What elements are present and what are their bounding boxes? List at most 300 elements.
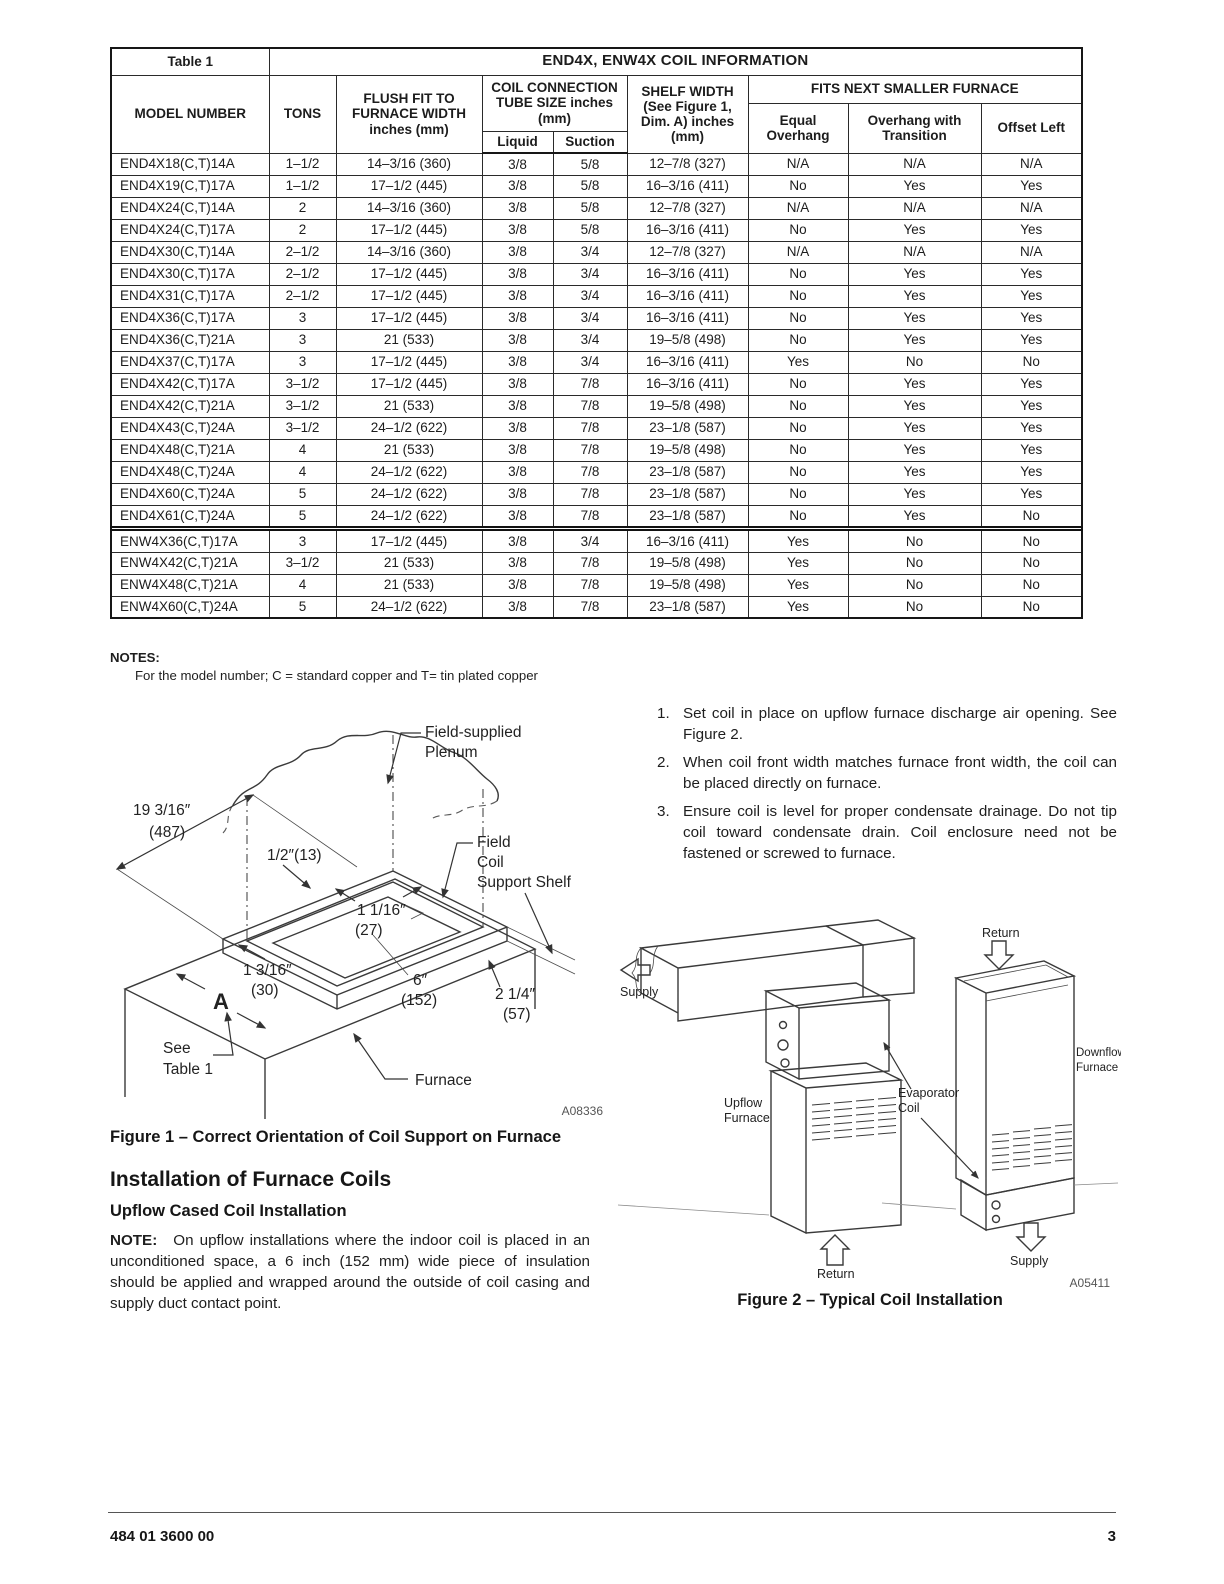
col-header-liquid: Liquid xyxy=(482,131,553,153)
table-cell: No xyxy=(748,417,848,439)
col-header-equal-overhang: Equal Overhang xyxy=(748,103,848,153)
table-cell: No xyxy=(748,395,848,417)
table-cell: 23–1/8 (587) xyxy=(627,417,748,439)
table-cell: N/A xyxy=(981,241,1082,263)
table-cell: Yes xyxy=(848,307,981,329)
table-cell: Yes xyxy=(981,307,1082,329)
model-number-cell: END4X43(C,T)24A xyxy=(111,417,269,439)
shelf-label-line2: Coil xyxy=(477,854,504,871)
model-number-cell: ENW4X36(C,T)17A xyxy=(111,530,269,552)
step-number: 2. xyxy=(657,754,670,771)
table-row xyxy=(111,505,1082,527)
table-cell: 5/8 xyxy=(553,175,627,197)
table-cell: No xyxy=(848,552,981,574)
table-cell: 17–1/2 (445) xyxy=(336,307,482,329)
plenum-cloud-dashed xyxy=(223,801,497,833)
table-cell: 23–1/8 (587) xyxy=(627,505,748,527)
step-text: Ensure coil is level for proper condensate drainage. Do not tip coil toward condensate drain. Coil enclosure need not be fastened or screwed to furnace. xyxy=(683,803,1117,862)
model-number-cell: END4X61(C,T)24A xyxy=(111,505,269,527)
table-cell: No xyxy=(748,505,848,527)
table-cell: 24–1/2 (622) xyxy=(336,461,482,483)
table-cell: 3/8 xyxy=(482,461,553,483)
table-cell: 5/8 xyxy=(553,197,627,219)
table-cell: 7/8 xyxy=(553,417,627,439)
table-cell: 2–1/2 xyxy=(269,241,336,263)
table-cell: 19–5/8 (498) xyxy=(627,395,748,417)
shelf-leader-2 xyxy=(525,893,552,953)
table-cell: 3 xyxy=(269,329,336,351)
table-cell: No xyxy=(748,263,848,285)
table-cell: N/A xyxy=(748,241,848,263)
table-cell: N/A xyxy=(848,197,981,219)
table-cell: Yes xyxy=(748,596,848,618)
table-cell: Yes xyxy=(981,395,1082,417)
floor-lines xyxy=(618,1183,1118,1215)
downflow-top-detail xyxy=(964,965,1068,1001)
table-cell: 3–1/2 xyxy=(269,417,336,439)
table-cell: 3/8 xyxy=(482,596,553,618)
table-cell: Yes xyxy=(981,461,1082,483)
table-cell: No xyxy=(848,574,981,596)
table-cell: 3–1/2 xyxy=(269,395,336,417)
table-cell: Yes xyxy=(748,530,848,552)
table-title: END4X, ENW4X COIL INFORMATION xyxy=(269,48,1082,75)
coil-port xyxy=(993,1216,1000,1223)
evaporator-leader-2 xyxy=(921,1118,978,1178)
table-cell: 3/8 xyxy=(482,241,553,263)
table-cell: 24–1/2 (622) xyxy=(336,596,482,618)
section-heading: Installation of Furnace Coils xyxy=(110,1168,392,1191)
table-cell: No xyxy=(748,285,848,307)
supply-left-label: Supply xyxy=(620,985,659,999)
dim-6-inches: 6″ xyxy=(413,972,428,989)
table-notes xyxy=(110,650,1010,683)
table-row xyxy=(111,483,1082,505)
table-cell: 4 xyxy=(269,461,336,483)
table-cell: 17–1/2 (445) xyxy=(336,175,482,197)
table-cell: N/A xyxy=(748,153,848,175)
table-row xyxy=(111,153,1082,175)
table-cell: 17–1/2 (445) xyxy=(336,219,482,241)
model-number-cell: END4X24(C,T)17A xyxy=(111,219,269,241)
table-cell: 3 xyxy=(269,530,336,552)
table-cell: No xyxy=(981,505,1082,527)
table-cell: Yes xyxy=(848,219,981,241)
table-cell: Yes xyxy=(981,373,1082,395)
table-cell: 3/8 xyxy=(482,574,553,596)
table-cell: 23–1/8 (587) xyxy=(627,596,748,618)
table-row xyxy=(111,285,1082,307)
upflow-louvers xyxy=(812,1098,896,1141)
table-cell: No xyxy=(748,307,848,329)
table-cell: No xyxy=(848,596,981,618)
table-cell: N/A xyxy=(981,197,1082,219)
table-cell: N/A xyxy=(848,241,981,263)
furnace-label: Furnace xyxy=(415,1072,472,1089)
step-number: 3. xyxy=(657,803,670,820)
table-cell: Yes xyxy=(748,574,848,596)
table-row xyxy=(111,395,1082,417)
enw4x-rows xyxy=(111,530,1082,618)
col-header-suction: Suction xyxy=(553,131,627,153)
table-cell: 3/8 xyxy=(482,329,553,351)
table-cell: 16–3/16 (411) xyxy=(627,175,748,197)
table-cell: 3/8 xyxy=(482,351,553,373)
table-cell: 5/8 xyxy=(553,219,627,241)
table-cell: 4 xyxy=(269,439,336,461)
table-cell: Yes xyxy=(981,263,1082,285)
model-number-cell: END4X48(C,T)24A xyxy=(111,461,269,483)
table-row xyxy=(111,241,1082,263)
table-cell: 2–1/2 xyxy=(269,285,336,307)
furnace-leader xyxy=(354,1034,408,1079)
table-cell: 1–1/2 xyxy=(269,175,336,197)
table-cell: 14–3/16 (360) xyxy=(336,153,482,175)
dim-a-arrow-right xyxy=(237,1013,265,1028)
table-cell: 4 xyxy=(269,574,336,596)
table-cell: Yes xyxy=(848,439,981,461)
model-number-cell: END4X19(C,T)17A xyxy=(111,175,269,197)
table-cell: 1–1/2 xyxy=(269,153,336,175)
figure2-id: A05411 xyxy=(1069,1276,1110,1290)
table-cell: 3/8 xyxy=(482,285,553,307)
list-item xyxy=(657,703,1117,745)
table-cell: 3/8 xyxy=(482,483,553,505)
model-number-cell: ENW4X42(C,T)21A xyxy=(111,552,269,574)
supply-arrow-bottom-icon xyxy=(1017,1223,1045,1251)
upflow-label-line1: Upflow xyxy=(724,1096,763,1110)
table-cell: 3/4 xyxy=(553,285,627,307)
col-header-model: MODEL NUMBER xyxy=(111,75,269,153)
table-cell: 3–1/2 xyxy=(269,552,336,574)
model-number-cell: END4X42(C,T)21A xyxy=(111,395,269,417)
table-cell: 7/8 xyxy=(553,574,627,596)
table-cell: 17–1/2 (445) xyxy=(336,351,482,373)
table-row xyxy=(111,530,1082,552)
table-cell: 3/8 xyxy=(482,373,553,395)
table-cell: 21 (533) xyxy=(336,574,482,596)
figure1-id: A08336 xyxy=(561,1104,603,1118)
table-cell: 5 xyxy=(269,483,336,505)
table-cell: 5 xyxy=(269,596,336,618)
table-cell: Yes xyxy=(848,461,981,483)
table-cell: 2 xyxy=(269,197,336,219)
table-cell: 7/8 xyxy=(553,373,627,395)
table-cell: No xyxy=(981,574,1082,596)
table-cell: 3/8 xyxy=(482,530,553,552)
dim-136-arrow xyxy=(239,945,265,959)
table-cell: Yes xyxy=(981,285,1082,307)
model-number-cell: ENW4X48(C,T)21A xyxy=(111,574,269,596)
table-cell: 3/8 xyxy=(482,417,553,439)
table-cell: 3/8 xyxy=(482,552,553,574)
col-header-offset-left: Offset Left xyxy=(981,103,1082,153)
dim-116-inches: 1 1/16″ xyxy=(357,902,406,919)
table-cell: N/A xyxy=(981,153,1082,175)
installation-section xyxy=(110,1168,590,1314)
table-cell: 19–5/8 (498) xyxy=(627,552,748,574)
step-text: Set coil in place on upflow furnace discharge air opening. See Figure 2. xyxy=(683,705,1117,743)
table-cell: No xyxy=(848,530,981,552)
table-cell: 23–1/8 (587) xyxy=(627,461,748,483)
table-cell: Yes xyxy=(981,483,1082,505)
table-cell: 14–3/16 (360) xyxy=(336,197,482,219)
table-cell: 24–1/2 (622) xyxy=(336,505,482,527)
dim-214-mm: (57) xyxy=(503,1006,531,1023)
coil-information-table xyxy=(110,47,1083,619)
table-cell: 3/8 xyxy=(482,439,553,461)
table-cell: 19–5/8 (498) xyxy=(627,439,748,461)
coil-port xyxy=(778,1040,788,1050)
table-cell: Yes xyxy=(981,219,1082,241)
table-cell: 21 (533) xyxy=(336,552,482,574)
col-header-tube-size: COIL CONNECTION TUBE SIZE inches (mm) xyxy=(482,75,627,131)
table-cell: 24–1/2 (622) xyxy=(336,483,482,505)
dim-6-mm: (152) xyxy=(401,992,438,1009)
table-cell: 3/4 xyxy=(553,263,627,285)
table-cell: 19–5/8 (498) xyxy=(627,574,748,596)
model-number-cell: END4X18(C,T)14A xyxy=(111,153,269,175)
col-header-overhang-transition: Overhang with Transition xyxy=(848,103,981,153)
model-number-cell: END4X31(C,T)17A xyxy=(111,285,269,307)
table-cell: N/A xyxy=(748,197,848,219)
model-number-cell: END4X24(C,T)14A xyxy=(111,197,269,219)
table-cell: 16–3/16 (411) xyxy=(627,373,748,395)
table-cell: 3/4 xyxy=(553,530,627,552)
table-cell: No xyxy=(748,175,848,197)
table-cell: 3/8 xyxy=(482,197,553,219)
coil-port xyxy=(780,1022,787,1029)
coil-port xyxy=(781,1059,789,1067)
table-cell: 3/8 xyxy=(482,307,553,329)
table-cell: Yes xyxy=(848,285,981,307)
table-cell: 3/4 xyxy=(553,329,627,351)
figure2-caption: Figure 2 – Typical Coil Installation xyxy=(737,1291,1003,1309)
dim-a-label: A xyxy=(213,989,229,1014)
shelf-flange-lines xyxy=(507,927,575,974)
table-cell: 21 (533) xyxy=(336,395,482,417)
table-cell: 3/4 xyxy=(553,241,627,263)
model-number-cell: END4X30(C,T)17A xyxy=(111,263,269,285)
list-item xyxy=(657,801,1117,864)
table-row xyxy=(111,175,1082,197)
table-cell: 19–5/8 (498) xyxy=(627,329,748,351)
downflow-louvers xyxy=(992,1125,1072,1170)
dim-136-mm: (30) xyxy=(251,982,279,999)
table-row xyxy=(111,552,1082,574)
evaporator-leader-1 xyxy=(884,1043,911,1089)
table-cell: 3 xyxy=(269,351,336,373)
table-cell: 3–1/2 xyxy=(269,373,336,395)
evaporator-label-line1: Evaporator xyxy=(898,1086,960,1100)
table-cell: 14–3/16 (360) xyxy=(336,241,482,263)
dim-116-mm: (27) xyxy=(355,922,383,939)
table-cell: No xyxy=(981,596,1082,618)
see-table-line2: Table 1 xyxy=(163,1061,213,1078)
table-cell: No xyxy=(748,219,848,241)
model-number-cell: END4X37(C,T)17A xyxy=(111,351,269,373)
table-cell: No xyxy=(981,530,1082,552)
evaporator-label-line2: Coil xyxy=(898,1101,920,1115)
table-label: Table 1 xyxy=(111,48,269,75)
table-row xyxy=(111,417,1082,439)
table-cell: 7/8 xyxy=(553,505,627,527)
table-cell: 21 (533) xyxy=(336,439,482,461)
table-cell: 5/8 xyxy=(553,153,627,175)
table-cell: 7/8 xyxy=(553,395,627,417)
notes-text: For the model number; C = standard copper and T= tin plated copper xyxy=(135,668,538,683)
see-table-line1: See xyxy=(163,1040,191,1057)
table-cell: 3/8 xyxy=(482,219,553,241)
model-number-cell: END4X42(C,T)17A xyxy=(111,373,269,395)
model-number-cell: END4X30(C,T)14A xyxy=(111,241,269,263)
supply-duct xyxy=(641,926,863,1021)
table-cell: No xyxy=(748,439,848,461)
table-cell: No xyxy=(748,329,848,351)
supply-duct-vertical xyxy=(826,920,914,997)
table-title-row xyxy=(111,48,1082,75)
shelf-label-line3: Support Shelf xyxy=(477,874,571,891)
dim-214-inches: 2 1/4″ xyxy=(495,986,535,1003)
col-header-shelf-width: SHELF WIDTH (See Figure 1, Dim. A) inches (mm) xyxy=(627,75,748,153)
table-cell: Yes xyxy=(848,417,981,439)
table-cell: 7/8 xyxy=(553,439,627,461)
plenum-label-line1: Field-supplied xyxy=(425,724,522,741)
table-cell: Yes xyxy=(848,263,981,285)
end4x-rows xyxy=(111,153,1082,527)
table-cell: 2–1/2 xyxy=(269,263,336,285)
table-cell: Yes xyxy=(748,552,848,574)
table-cell: 3/8 xyxy=(482,263,553,285)
table-row xyxy=(111,596,1082,618)
note-paragraph xyxy=(110,1230,590,1314)
table-cell: 12–7/8 (327) xyxy=(627,153,748,175)
document-number: 484 01 3600 00 xyxy=(110,1528,215,1545)
dim-half-label: 1/2″(13) xyxy=(267,847,322,864)
furnace-top-outline xyxy=(125,879,535,1059)
table-cell: 17–1/2 (445) xyxy=(336,263,482,285)
model-number-cell: ENW4X60(C,T)24A xyxy=(111,596,269,618)
return-arrow-top-icon xyxy=(985,941,1013,969)
table-row xyxy=(111,439,1082,461)
table-cell: No xyxy=(748,461,848,483)
table-cell: 16–3/16 (411) xyxy=(627,307,748,329)
coil-port xyxy=(992,1201,1000,1209)
table-row xyxy=(111,574,1082,596)
table-cell: 7/8 xyxy=(553,596,627,618)
step-number: 1. xyxy=(657,705,670,722)
list-item xyxy=(657,752,1117,794)
table-row xyxy=(111,263,1082,285)
table-cell: 7/8 xyxy=(553,483,627,505)
shelf-label-line1: Field xyxy=(477,834,511,851)
shelf-leader-1 xyxy=(443,843,473,897)
col-header-tons: TONS xyxy=(269,75,336,153)
table-row xyxy=(111,307,1082,329)
table-cell: Yes xyxy=(848,505,981,527)
table-cell: No xyxy=(981,552,1082,574)
model-number-cell: END4X48(C,T)21A xyxy=(111,439,269,461)
table-row xyxy=(111,373,1082,395)
table-cell: 3/8 xyxy=(482,175,553,197)
table-cell: 3/8 xyxy=(482,395,553,417)
supply-bottom-label: Supply xyxy=(1010,1254,1049,1268)
table-cell: N/A xyxy=(848,153,981,175)
table-cell: Yes xyxy=(981,417,1082,439)
table-cell: No xyxy=(748,373,848,395)
table-cell: Yes xyxy=(748,351,848,373)
table-cell: No xyxy=(848,351,981,373)
step-text: When coil front width matches furnace front width, the coil can be placed directly on furnace. xyxy=(683,754,1117,792)
table-cell: Yes xyxy=(981,329,1082,351)
table-cell: Yes xyxy=(848,395,981,417)
table-header-row-1 xyxy=(111,75,1082,103)
dim-19-mm: (487) xyxy=(149,824,186,841)
figure1-drawing xyxy=(105,697,610,1127)
table-cell: 17–1/2 (445) xyxy=(336,373,482,395)
figure1-caption: Figure 1 – Correct Orientation of Coil Support on Furnace xyxy=(110,1128,562,1146)
dim-19-inches: 19 3/16″ xyxy=(133,802,191,819)
table-cell: 16–3/16 (411) xyxy=(627,530,748,552)
table-cell: 3/4 xyxy=(553,351,627,373)
table-cell: No xyxy=(981,351,1082,373)
table-row xyxy=(111,197,1082,219)
supply-arrow-left-icon xyxy=(621,959,650,981)
figure2-drawing xyxy=(616,893,1121,1300)
table-row xyxy=(111,461,1082,483)
table-cell: No xyxy=(748,483,848,505)
table-row xyxy=(111,329,1082,351)
table-cell: Yes xyxy=(848,483,981,505)
notes-label: NOTES: xyxy=(110,650,160,665)
upflow-furnace-box xyxy=(771,1063,901,1233)
return-top-label: Return xyxy=(982,926,1020,940)
return-bottom-label: Return xyxy=(817,1267,855,1281)
table-cell: 16–3/16 (411) xyxy=(627,219,748,241)
table-cell: 3 xyxy=(269,307,336,329)
table-cell: 12–7/8 (327) xyxy=(627,241,748,263)
model-number-cell: END4X60(C,T)24A xyxy=(111,483,269,505)
note-text: On upflow installations where the indoor coil is placed in an unconditioned space, a 6 inch (152 mm) wide piece of insulation should be applied and wrapped around the outside of coil casing and supply duct contact point. xyxy=(110,1232,590,1312)
table-cell: Yes xyxy=(848,175,981,197)
page-footer xyxy=(110,1528,1116,1545)
table-cell: 21 (533) xyxy=(336,329,482,351)
table-row xyxy=(111,351,1082,373)
table-cell: Yes xyxy=(848,329,981,351)
table-cell: 23–1/8 (587) xyxy=(627,483,748,505)
col-header-flush-fit: FLUSH FIT TO FURNACE WIDTH inches (mm) xyxy=(336,75,482,153)
table-cell: 24–1/2 (622) xyxy=(336,417,482,439)
table-cell: Yes xyxy=(981,439,1082,461)
downflow-label-line2: Furnace xyxy=(1076,1062,1119,1074)
table-cell: 12–7/8 (327) xyxy=(627,197,748,219)
return-arrow-bottom-icon xyxy=(821,1235,849,1265)
table-cell: 7/8 xyxy=(553,461,627,483)
model-number-cell: END4X36(C,T)21A xyxy=(111,329,269,351)
plenum-cloud xyxy=(233,731,498,805)
dim-half-arrow xyxy=(283,865,310,888)
installation-steps xyxy=(657,703,1117,871)
table-cell: 5 xyxy=(269,505,336,527)
table-cell: 3/4 xyxy=(553,307,627,329)
plenum-label-line2: Plenum xyxy=(425,744,478,761)
table-cell: 2 xyxy=(269,219,336,241)
table-cell: 16–3/16 (411) xyxy=(627,351,748,373)
table-cell: Yes xyxy=(981,175,1082,197)
upflow-label-line2: Furnace xyxy=(724,1111,770,1125)
table-cell: 3/8 xyxy=(482,505,553,527)
table-cell: 3/8 xyxy=(482,153,553,175)
